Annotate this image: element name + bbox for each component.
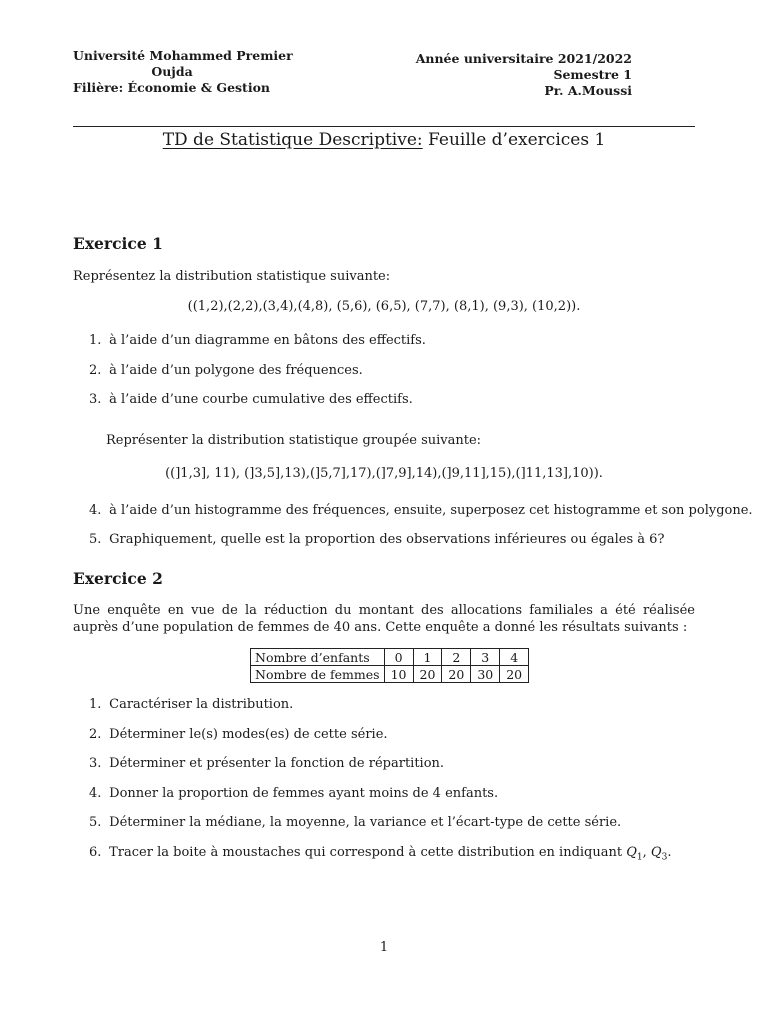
list-item: 2. à l’aide d’un polygone des fréquences. [89, 363, 363, 378]
table-cell: 4 [500, 649, 529, 666]
table-cell: 20 [413, 666, 442, 683]
title-underlined: TD de Statistique Descriptive: [162, 130, 423, 150]
table-row [251, 666, 529, 683]
table-cell: 20 [442, 666, 471, 683]
list-item: 3. à l’aide d’une courbe cumulative des effectifs. [89, 392, 413, 407]
list-item: 1. Caractériser la distribution. [89, 697, 294, 712]
list-item: 5. Déterminer la médiane, la moyenne, la variance et l’écart-type de cette série. [89, 815, 622, 830]
table-row [251, 649, 529, 666]
exercise-2-heading: Exercice 2 [73, 569, 163, 588]
exercise-1-intro: Représentez la distribution statistique suivante: [73, 269, 391, 284]
header-left [73, 48, 293, 96]
page-title [0, 130, 768, 150]
academic-year: Année universitaire 2021/2022 [415, 51, 632, 66]
university-name: Université Mohammed Premier [73, 48, 293, 63]
table-cell: 1 [413, 649, 442, 666]
header-right [416, 51, 632, 99]
table-cell: 3 [471, 649, 500, 666]
grouped-distribution-formula: ((]1,3], 11), (]3,5],13),(]5,7],17),(]7,9],14),(]9,11],15),(]11,13],10)). [165, 466, 603, 481]
survey-table [250, 648, 529, 683]
table-cell: 10 [384, 666, 413, 683]
distribution-formula: ((1,2),(2,2),(3,4),(4,8), (5,6), (6,5), (7,7), (8,1), (9,3), (10,2)). [187, 299, 581, 314]
professor: Pr. A.Moussi [544, 83, 632, 98]
list-item: 2. Déterminer le(s) modes(es) de cette série. [89, 727, 388, 742]
table-cell: 0 [384, 649, 413, 666]
table-cell: 20 [500, 666, 529, 683]
filiere: Filière: Économie & Gestion [73, 80, 271, 95]
list-item: 1. à l’aide d’un diagramme en bâtons des effectifs. [89, 333, 426, 348]
exercise-2-intro: Une enquête en vue de la réduction du montant des allocations familiales a été réalisée auprès d’une population de femmes de 40 ans. Cette enquête a donné les résultats suivants : [73, 603, 695, 635]
city-name: Oujda [151, 64, 193, 79]
semester: Semestre 1 [553, 67, 632, 82]
page-number: 1 [379, 940, 389, 955]
list-item: 3. Déterminer et présenter la fonction de répartition. [89, 756, 445, 771]
table-cell: 2 [442, 649, 471, 666]
list-item: 4. Donner la proportion de femmes ayant moins de 4 enfants. [89, 786, 499, 801]
list-item: 4. à l’aide d’un histogramme des fréquences, ensuite, superposez cet histogramme et son polygone. [89, 503, 753, 518]
title-rest: Feuille d’exercices 1 [422, 130, 606, 150]
list-item: 5. Graphiquement, quelle est la proportion des observations inférieures ou égales à 6? [89, 532, 665, 547]
table-cell: 30 [471, 666, 500, 683]
table-cell: Nombre d’enfants [251, 649, 385, 666]
list-item: 6. Tracer la boite à moustaches qui correspond à cette distribution en indiquant $Q_1$, $Q_3$. [89, 845, 672, 863]
header-rule [73, 126, 695, 127]
exercise-1-heading: Exercice 1 [73, 234, 163, 253]
table-cell: Nombre de femmes [251, 666, 385, 683]
exercise-1-intro-2: Représenter la distribution statistique groupée suivante: [106, 433, 482, 448]
